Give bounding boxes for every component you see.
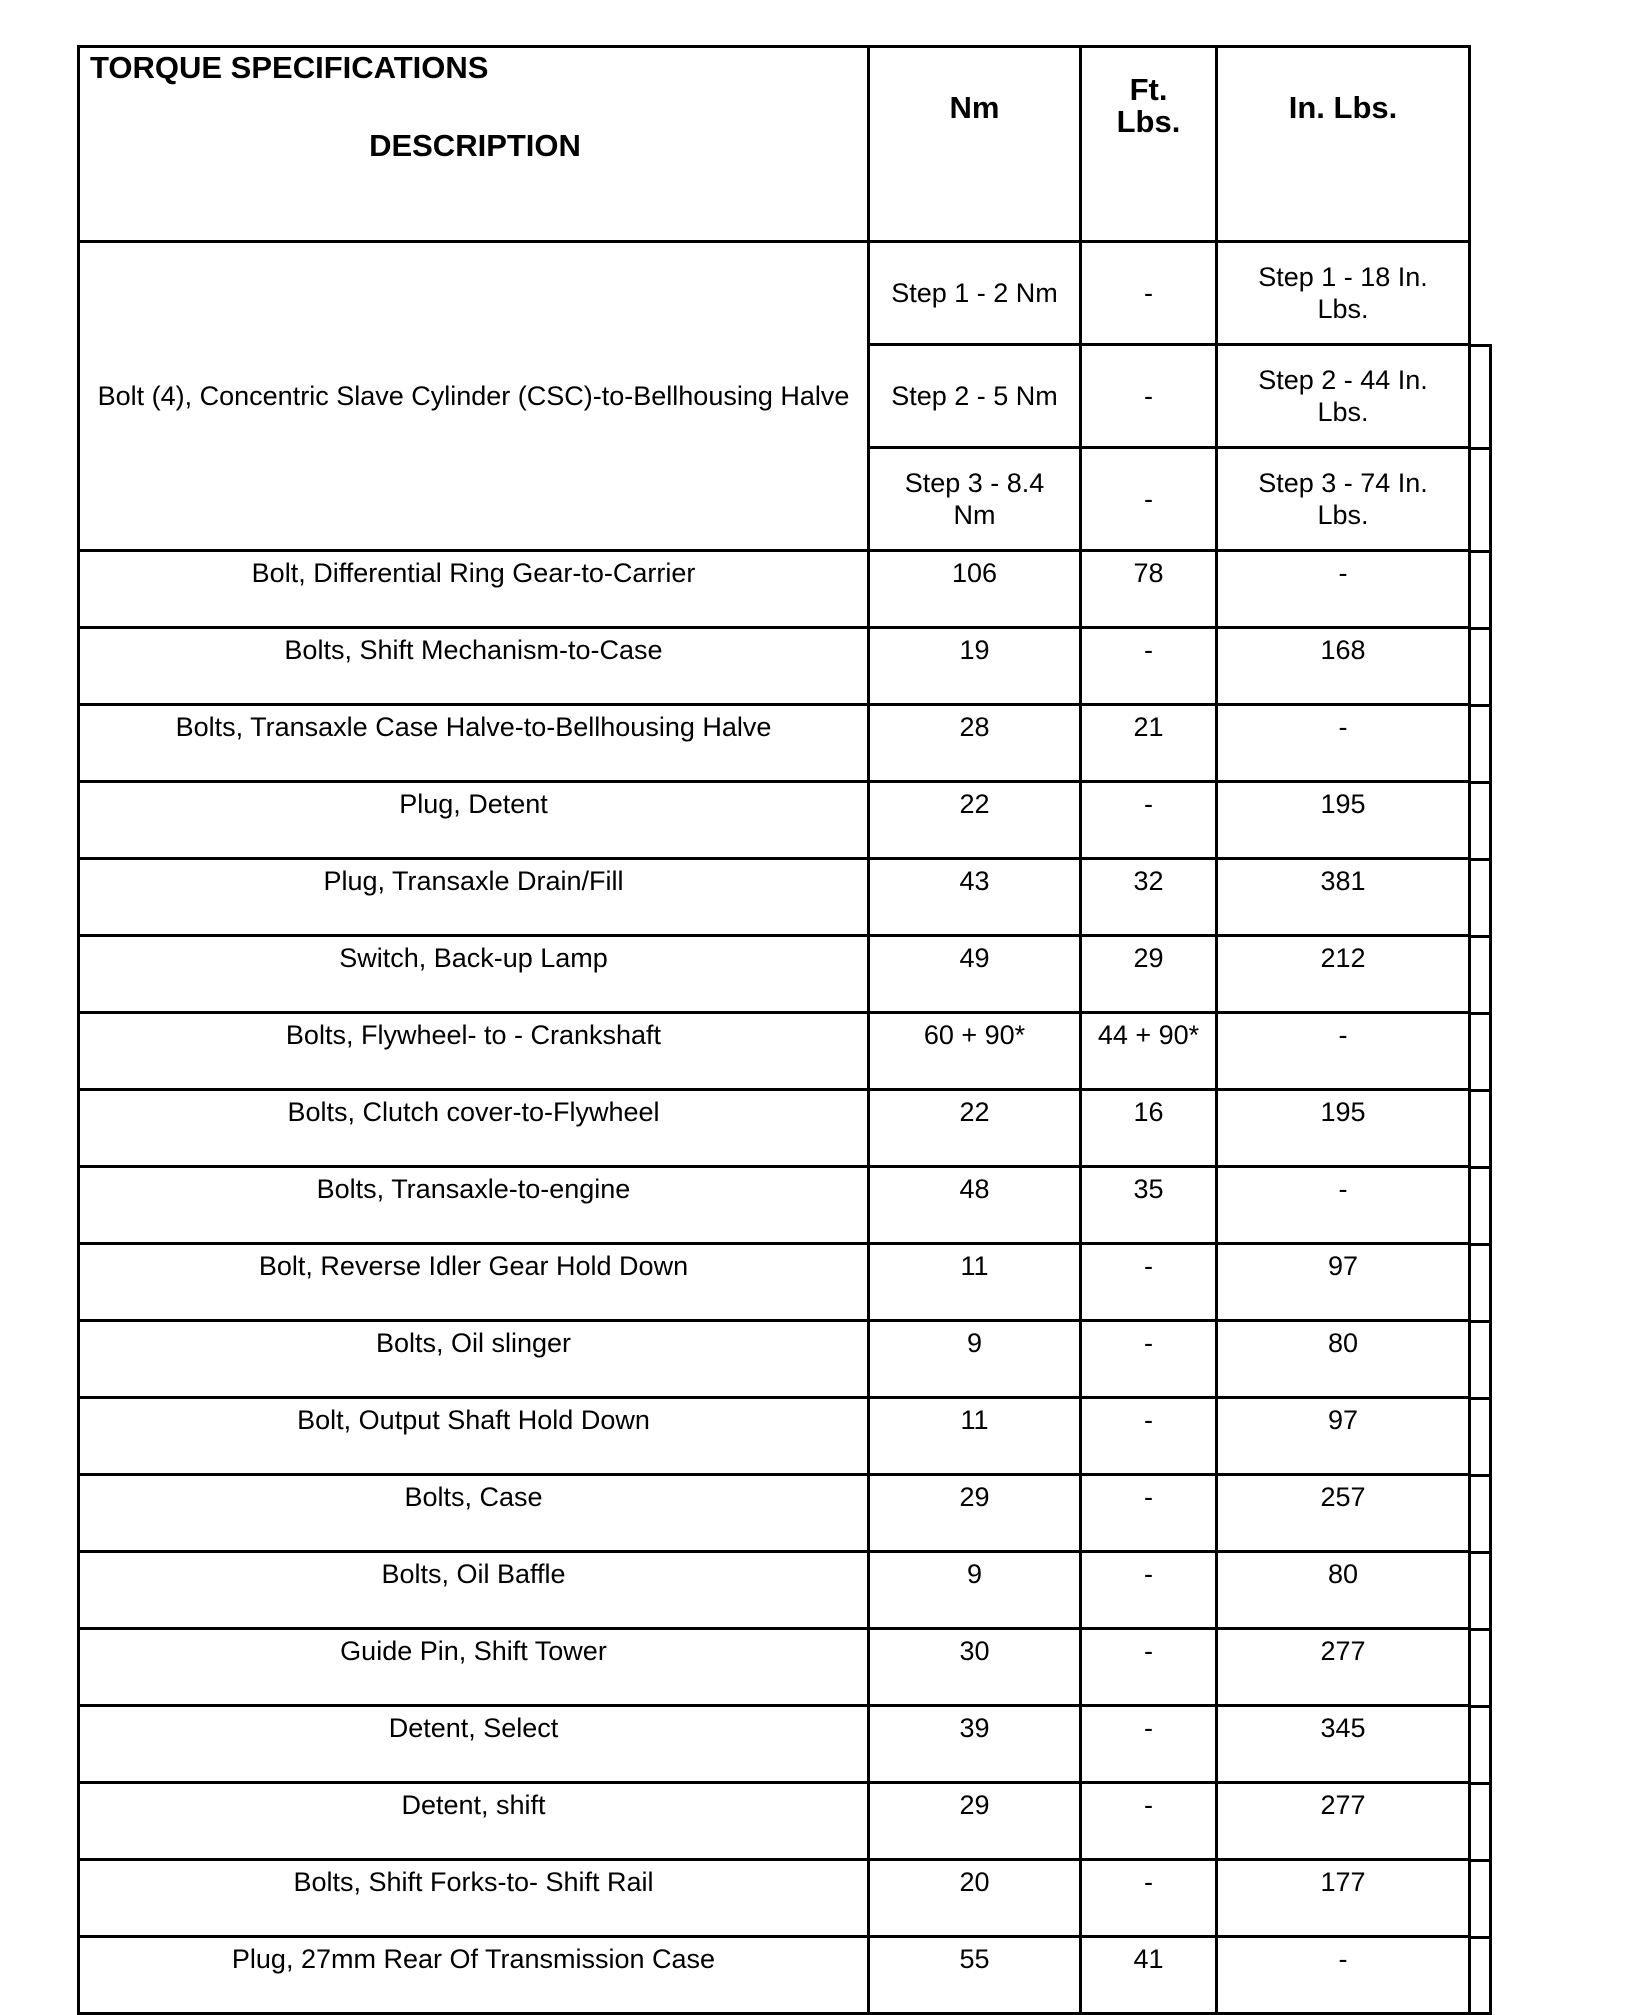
table-row: [79, 1167, 1470, 1244]
nm-cell: 22: [869, 782, 1081, 859]
ft-lbs-cell: 29: [1081, 936, 1217, 1013]
in-lbs-cell: 345: [1217, 1706, 1470, 1783]
right-edge-tick: [1471, 858, 1492, 861]
ft-lbs-cell: 21: [1081, 705, 1217, 782]
description-cell: Bolts, Transaxle-to-engine: [79, 1167, 869, 1244]
right-edge-tick: [1471, 1859, 1492, 1862]
in-lbs-cell: -: [1217, 1937, 1470, 2014]
right-edge-tick: [1471, 550, 1492, 553]
csc-step-1-in: Step 1 - 18 In. Lbs.: [1217, 242, 1470, 345]
ft-lbs-header: Ft. Lbs.: [1081, 47, 1217, 242]
in-lbs-cell: 80: [1217, 1321, 1470, 1398]
right-edge-tick: [1471, 1012, 1492, 1015]
table-row: [79, 1860, 1470, 1937]
csc-step-2-nm: Step 2 - 5 Nm: [869, 345, 1081, 448]
csc-step-3-in: Step 3 - 74 In. Lbs.: [1217, 448, 1470, 551]
in-lbs-cell: 195: [1217, 1090, 1470, 1167]
right-edge-tick: [1471, 1551, 1492, 1554]
header-description-cell: [79, 47, 869, 242]
table-title: TORQUE SPECIFICATIONS: [90, 52, 488, 84]
right-edge-tick: [1471, 1936, 1492, 1939]
description-cell: Bolts, Oil slinger: [79, 1321, 869, 1398]
table-row: [79, 1783, 1470, 1860]
in-lbs-cell: 97: [1217, 1244, 1470, 1321]
right-edge-tick: [1471, 1474, 1492, 1477]
right-edge-tick: [1471, 1782, 1492, 1785]
nm-cell: 43: [869, 859, 1081, 936]
table-row: [79, 1475, 1470, 1552]
table-row: [79, 1552, 1470, 1629]
in-lbs-cell: 195: [1217, 782, 1470, 859]
right-edge-rule: [1489, 345, 1492, 2015]
ft-lbs-cell: -: [1081, 1629, 1217, 1706]
description-cell: Plug, Transaxle Drain/Fill: [79, 859, 869, 936]
ft-lbs-cell: -: [1081, 1321, 1217, 1398]
in-lbs-cell: 168: [1217, 628, 1470, 705]
in-lbs-cell: -: [1217, 551, 1470, 628]
csc-step-1-ft: -: [1081, 242, 1217, 345]
nm-cell: 30: [869, 1629, 1081, 1706]
right-edge-tick: [1471, 704, 1492, 707]
nm-cell: 29: [869, 1475, 1081, 1552]
description-cell: Switch, Back-up Lamp: [79, 936, 869, 1013]
csc-description: Bolt (4), Concentric Slave Cylinder (CSC)-to-Bellhousing Halve: [79, 242, 869, 551]
table-row: [79, 551, 1470, 628]
nm-cell: 19: [869, 628, 1081, 705]
ft-lbs-cell: 35: [1081, 1167, 1217, 1244]
ft-lbs-cell: -: [1081, 1552, 1217, 1629]
nm-cell: 28: [869, 705, 1081, 782]
ft-lbs-cell: -: [1081, 628, 1217, 705]
in-lbs-cell: 257: [1217, 1475, 1470, 1552]
nm-cell: 39: [869, 1706, 1081, 1783]
in-lbs-cell: -: [1217, 705, 1470, 782]
description-cell: Bolt, Differential Ring Gear-to-Carrier: [79, 551, 869, 628]
in-lbs-cell: 97: [1217, 1398, 1470, 1475]
ft-lbs-cell: 44 + 90*: [1081, 1013, 1217, 1090]
ft-lbs-cell: -: [1081, 782, 1217, 859]
ft-lbs-cell: -: [1081, 1398, 1217, 1475]
in-lbs-cell: 277: [1217, 1783, 1470, 1860]
table-row: [79, 1937, 1470, 2014]
ft-lbs-cell: 16: [1081, 1090, 1217, 1167]
description-cell: Bolts, Shift Mechanism-to-Case: [79, 628, 869, 705]
right-edge-tick: [1471, 1397, 1492, 1400]
nm-cell: 11: [869, 1398, 1081, 1475]
table-row: [79, 859, 1470, 936]
ft-lbs-cell: -: [1081, 1783, 1217, 1860]
nm-cell: 60 + 90*: [869, 1013, 1081, 1090]
right-edge-tick: [1471, 935, 1492, 938]
description-header: DESCRIPTION: [80, 130, 870, 162]
nm-cell: 9: [869, 1321, 1081, 1398]
right-edge-tick: [1471, 447, 1492, 450]
in-lbs-cell: 277: [1217, 1629, 1470, 1706]
ft-lbs-cell: 32: [1081, 859, 1217, 936]
nm-cell: 9: [869, 1552, 1081, 1629]
nm-cell: 22: [869, 1090, 1081, 1167]
in-lbs-cell: 177: [1217, 1860, 1470, 1937]
right-edge-tick: [1471, 1089, 1492, 1092]
right-edge-tick: [1471, 1705, 1492, 1708]
right-edge-tick: [1471, 344, 1492, 347]
nm-cell: 48: [869, 1167, 1081, 1244]
description-cell: Detent, Select: [79, 1706, 869, 1783]
in-lbs-cell: -: [1217, 1013, 1470, 1090]
in-lbs-cell: 80: [1217, 1552, 1470, 1629]
csc-step-3-nm: Step 3 - 8.4 Nm: [869, 448, 1081, 551]
table-row: [79, 628, 1470, 705]
description-cell: Bolt, Output Shaft Hold Down: [79, 1398, 869, 1475]
in-lbs-header: In. Lbs.: [1217, 47, 1470, 242]
table-row: [79, 1629, 1470, 1706]
nm-cell: 20: [869, 1860, 1081, 1937]
table-row: [79, 1398, 1470, 1475]
in-lbs-cell: 381: [1217, 859, 1470, 936]
ft-lbs-cell: 41: [1081, 1937, 1217, 2014]
description-cell: Bolts, Oil Baffle: [79, 1552, 869, 1629]
nm-cell: 29: [869, 1783, 1081, 1860]
description-cell: Plug, Detent: [79, 782, 869, 859]
header-row: [79, 47, 1470, 242]
description-cell: Bolts, Clutch cover-to-Flywheel: [79, 1090, 869, 1167]
ft-lbs-cell: -: [1081, 1860, 1217, 1937]
description-cell: Plug, 27mm Rear Of Transmission Case: [79, 1937, 869, 2014]
right-edge-tick: [1471, 1166, 1492, 1169]
ft-lbs-cell: -: [1081, 1706, 1217, 1783]
ft-lbs-cell: -: [1081, 1475, 1217, 1552]
right-edge-tick: [1471, 781, 1492, 784]
csc-step-3-ft: -: [1081, 448, 1217, 551]
nm-cell: 55: [869, 1937, 1081, 2014]
table-body: [79, 242, 1470, 2014]
nm-cell: 49: [869, 936, 1081, 1013]
description-cell: Bolts, Flywheel- to - Crankshaft: [79, 1013, 869, 1090]
table-row: [79, 1090, 1470, 1167]
right-edge-tick: [1471, 627, 1492, 630]
csc-step-1-nm: Step 1 - 2 Nm: [869, 242, 1081, 345]
description-cell: Bolts, Case: [79, 1475, 869, 1552]
right-edge-tick: [1471, 1628, 1492, 1631]
table-row: [79, 1013, 1470, 1090]
nm-cell: 106: [869, 551, 1081, 628]
ft-lbs-cell: 78: [1081, 551, 1217, 628]
description-cell: Bolt, Reverse Idler Gear Hold Down: [79, 1244, 869, 1321]
right-edge-tick: [1471, 1320, 1492, 1323]
table-row: [79, 705, 1470, 782]
in-lbs-cell: -: [1217, 1167, 1470, 1244]
table-row: [79, 782, 1470, 859]
nm-header: Nm: [869, 47, 1081, 242]
description-cell: Bolts, Shift Forks-to- Shift Rail: [79, 1860, 869, 1937]
table-row: [79, 1321, 1470, 1398]
csc-step-2-in: Step 2 - 44 In. Lbs.: [1217, 345, 1470, 448]
right-edge-tick: [1471, 1243, 1492, 1246]
nm-cell: 11: [869, 1244, 1081, 1321]
table-row: [79, 1244, 1470, 1321]
description-cell: Guide Pin, Shift Tower: [79, 1629, 869, 1706]
in-lbs-cell: 212: [1217, 936, 1470, 1013]
table-row: [79, 1706, 1470, 1783]
table-row: [79, 936, 1470, 1013]
description-cell: Bolts, Transaxle Case Halve-to-Bellhousing Halve: [79, 705, 869, 782]
description-cell: Detent, shift: [79, 1783, 869, 1860]
torque-spec-table: [77, 45, 1471, 2015]
csc-step-row-1: [79, 242, 1470, 345]
ft-lbs-cell: -: [1081, 1244, 1217, 1321]
csc-step-2-ft: -: [1081, 345, 1217, 448]
